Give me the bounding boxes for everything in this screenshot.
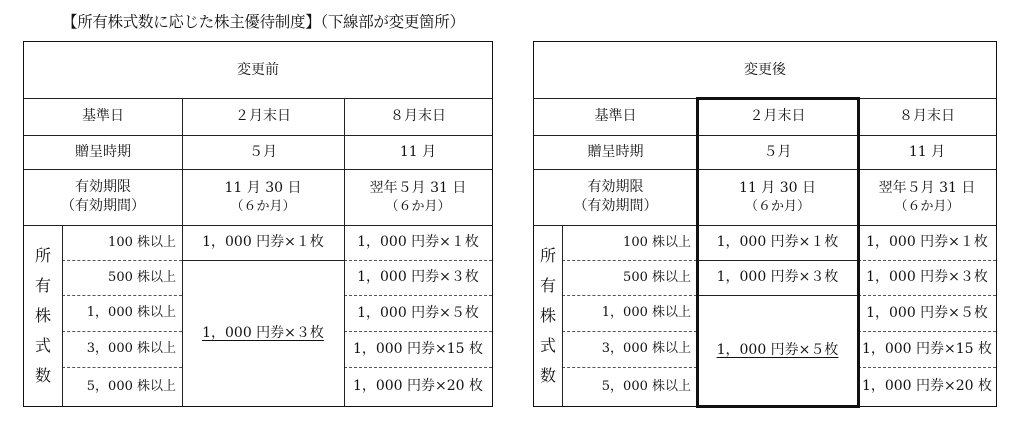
aug-tier-500: 1，000 円券×３枚: [357, 269, 479, 286]
base-date-aug: ８月末日: [390, 108, 446, 125]
label-validity-line2: （有効期間）: [61, 198, 145, 214]
aug-tier-500: 1，000 円券×３枚: [866, 269, 988, 286]
feb-tier-merged: [182, 260, 344, 406]
label-gift-time: 贈呈時期: [587, 143, 644, 160]
tier-1000: 1，000 株以上: [601, 305, 691, 321]
label-shares-char: 所: [539, 245, 556, 265]
feb-tier-merged: [697, 295, 858, 406]
label-validity-line1: 有効期限: [75, 179, 131, 196]
feb-merged-value: 1，000 円券×３枚: [202, 324, 324, 341]
tier-1000: 1，000 株以上: [86, 305, 176, 321]
label-validity: [534, 169, 697, 225]
label-shares-held: [534, 225, 562, 406]
aug-tier-3000: 1，000 円券×15 枚: [352, 340, 484, 357]
aug-tier-1000: 1，000 円券×５枚: [866, 304, 988, 321]
tier-5000: 5，000 株以上: [601, 378, 691, 394]
aug-tier-3000: 1，000 円券×15 枚: [861, 340, 993, 357]
aug-tier-1000: 1，000 円券×５枚: [357, 304, 479, 321]
tier-500: 500 株以上: [623, 269, 691, 285]
feb-tier-500: 1，000 円券×３枚: [716, 269, 839, 286]
header-before: 変更前: [237, 61, 279, 78]
validity-feb: [182, 169, 344, 225]
feb-merged-value: 1，000 円券×５枚: [716, 342, 839, 359]
validity-aug: [858, 169, 996, 225]
gift-time-feb: ５月: [249, 143, 277, 160]
tier-3000: 3，000 株以上: [86, 341, 176, 357]
validity-feb-date: 11 月 30 日: [224, 179, 302, 196]
base-date-aug: ８月末日: [899, 108, 955, 125]
label-shares-char: 有: [34, 275, 51, 295]
validity-aug-date: 翌年５月 31 日: [369, 179, 467, 196]
base-date-feb: ２月末日: [235, 108, 291, 125]
feb-tier-100: 1，000 円券×１枚: [716, 234, 839, 251]
tier-3000: 3，000 株以上: [601, 341, 691, 357]
label-shares-char: 式: [539, 335, 556, 355]
label-validity: [24, 169, 182, 225]
label-shares-char: 株: [539, 305, 556, 325]
gift-time-feb: ５月: [763, 143, 792, 160]
label-base-date: 基準日: [594, 108, 637, 125]
label-validity-line1: 有効期限: [587, 179, 644, 196]
label-shares-char: 有: [539, 275, 556, 295]
table-before: [23, 41, 493, 407]
aug-tier-100: 1，000 円券×１枚: [866, 234, 988, 251]
aug-tier-100: 1，000 円券×１枚: [357, 234, 479, 251]
table-after: [533, 41, 997, 407]
document-title: 【所有株式数に応じた株主優待制度】（下線部が変更箇所）: [62, 13, 465, 31]
validity-feb-date: 11 月 30 日: [739, 179, 816, 196]
gift-time-aug: 11 月: [399, 143, 437, 160]
tier-500: 500 株以上: [108, 269, 176, 285]
base-date-feb: ２月末日: [749, 108, 806, 125]
label-gift-time: 贈呈時期: [75, 143, 131, 160]
validity-aug-period: （６か月）: [894, 198, 960, 214]
label-validity-line2: （有効期間）: [573, 198, 658, 214]
feb-tier-100: 1，000 円券×１枚: [202, 234, 324, 251]
gift-time-aug: 11 月: [908, 143, 946, 160]
validity-aug-period: （６か月）: [385, 198, 451, 214]
aug-tier-5000: 1，000 円券×20 枚: [352, 378, 484, 395]
label-shares-char: 株: [34, 305, 51, 325]
validity-feb-period: （６か月）: [230, 198, 296, 214]
aug-tier-5000: 1，000 円券×20 枚: [861, 378, 993, 395]
label-shares-char: 所: [34, 245, 51, 265]
label-shares-char: 式: [34, 335, 51, 355]
label-shares-char: 数: [539, 365, 556, 385]
label-shares-char: 数: [34, 365, 51, 385]
validity-aug-date: 翌年５月 31 日: [878, 179, 976, 196]
label-base-date: 基準日: [82, 108, 124, 125]
tier-5000: 5，000 株以上: [86, 378, 176, 394]
tier-100: 100 株以上: [623, 234, 691, 250]
tier-100: 100 株以上: [108, 234, 176, 250]
validity-feb-period: （６か月）: [744, 198, 810, 214]
header-after: 変更後: [744, 61, 786, 78]
label-shares-held: [24, 225, 62, 406]
validity-feb: [697, 169, 858, 225]
validity-aug: [344, 169, 492, 225]
